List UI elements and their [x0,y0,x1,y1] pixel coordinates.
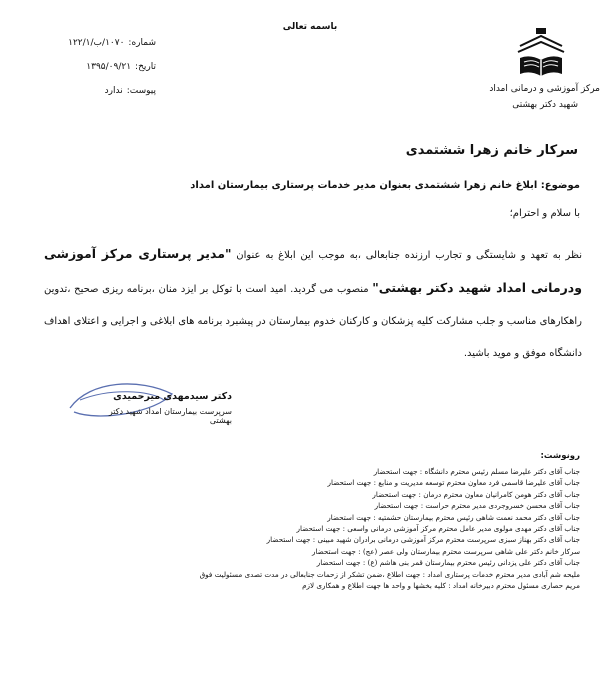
body-text-1: نظر به تعهد و شایستگی و تجارب ارزنده جنابعالی ،به موجب این ابلاغ به عنوان [231,250,582,261]
signatory-name: دکتر سیدمهدی میرحمیدی [113,391,232,402]
letter-number [68,38,156,48]
greeting: با سلام و احترام؛ [509,208,580,219]
date-value: ۱۳۹۵/۰۹/۲۱ [86,62,132,72]
cc-item: جناب آقای دکتر مهدی مولوی مدیر عامل محترم مرکز آموزشی درمانی واسعی : جهت استحضار [296,524,580,534]
letter-body [44,238,582,370]
cc-list [70,466,580,591]
cc-item: جناب آقای دکتر علی یزدانی رئیس محترم بیمارستان قمر بنی هاشم (ع) : جهت استحضار [316,558,580,568]
cc-item: جناب آقای محسن خسروجردی مدیر محترم حراست : جهت استحضار [374,501,580,511]
cc-item: ملیحه شم آبادی مدیر محترم خدمات پرستاری امداد : جهت اطلاع ،ضمن تشکر از زحمات جنابعالی در مدت تصدی مسئولیت فوق [199,569,580,579]
body-emphasis: "مدیر پرستاری مرکز آموزشی ودرمانی امداد شهید دکتر بهشتی" [44,246,582,295]
book-emblem-icon [512,28,570,80]
subject-line: موضوع: ابلاغ خانم زهرا ششتمدی بعنوان مدیر خدمات پرستاری بیمارستان امداد [190,180,580,191]
body-text-2: منصوب می گردید. امید است با توکل بر ایزد منان ،برنامه ریزی صحیح ،تدوین راهکارهای مناسب و جلب مشارکت کلیه پزشکان و کارکنان خدوم بیمارستان در پیشبرد برنامه های ابلاغی و اجرایی و اعتلای اهداف دانشگاه موفق و موید باشید. [44,284,582,359]
org-name: مرکز آموزشی و درمانی امداد [489,84,600,94]
recipient: سرکار خانم زهرا ششتمدی [405,143,578,158]
cc-item: جناب آقای علیرضا قاسمی فرد معاون محترم توسعه مدیریت و منابع : جهت استحضار [327,478,580,488]
top-heading: باسمه تعالی [282,22,338,32]
cc-item: مریم حصاری مسئول محترم دبیرخانه امداد : کلیه بخشها و واحد ها جهت اطلاع و همکاری لازم [302,581,580,591]
attach-value: ندارد [104,86,123,96]
cc-item: سرکار خانم دکتر علی شاهی سرپرست محترم بیمارستان ولی عصر (عج) : جهت استحضار [312,546,580,556]
date-label: تاریخ: [135,62,156,72]
attach-label: پیوست: [126,86,156,96]
signatory-title: سرپرست بیمارستان امداد شهید دکتر بهشتی [108,407,232,425]
cc-item: جناب آقای دکتر بهناز سبزی سرپرست محترم مرکز آموزشی درمانی برادران شهید مبینی : جهت استحضار [266,535,580,545]
org-sub: شهید دکتر بهشتی [512,100,578,110]
letter-attachment [68,86,156,96]
cc-item: جناب آقای دکتر محمد نعمت شاهی رئیس محترم بیمارستان حشمتیه : جهت استحضار [327,512,580,522]
letter-date [68,62,156,72]
number-label: شماره: [128,38,156,48]
cc-title: رونوشت: [540,451,580,461]
cc-item: جناب آقای دکتر هومن کامرانیان معاون محترم درمان : جهت استحضار [372,489,580,499]
number-value: ۱۰۷۰/ب/۱۲۲/۱ [68,38,125,48]
cc-item: جناب آقای دکتر علیرضا مسلم رئیس محترم دانشگاه : جهت استحضار [373,467,580,476]
